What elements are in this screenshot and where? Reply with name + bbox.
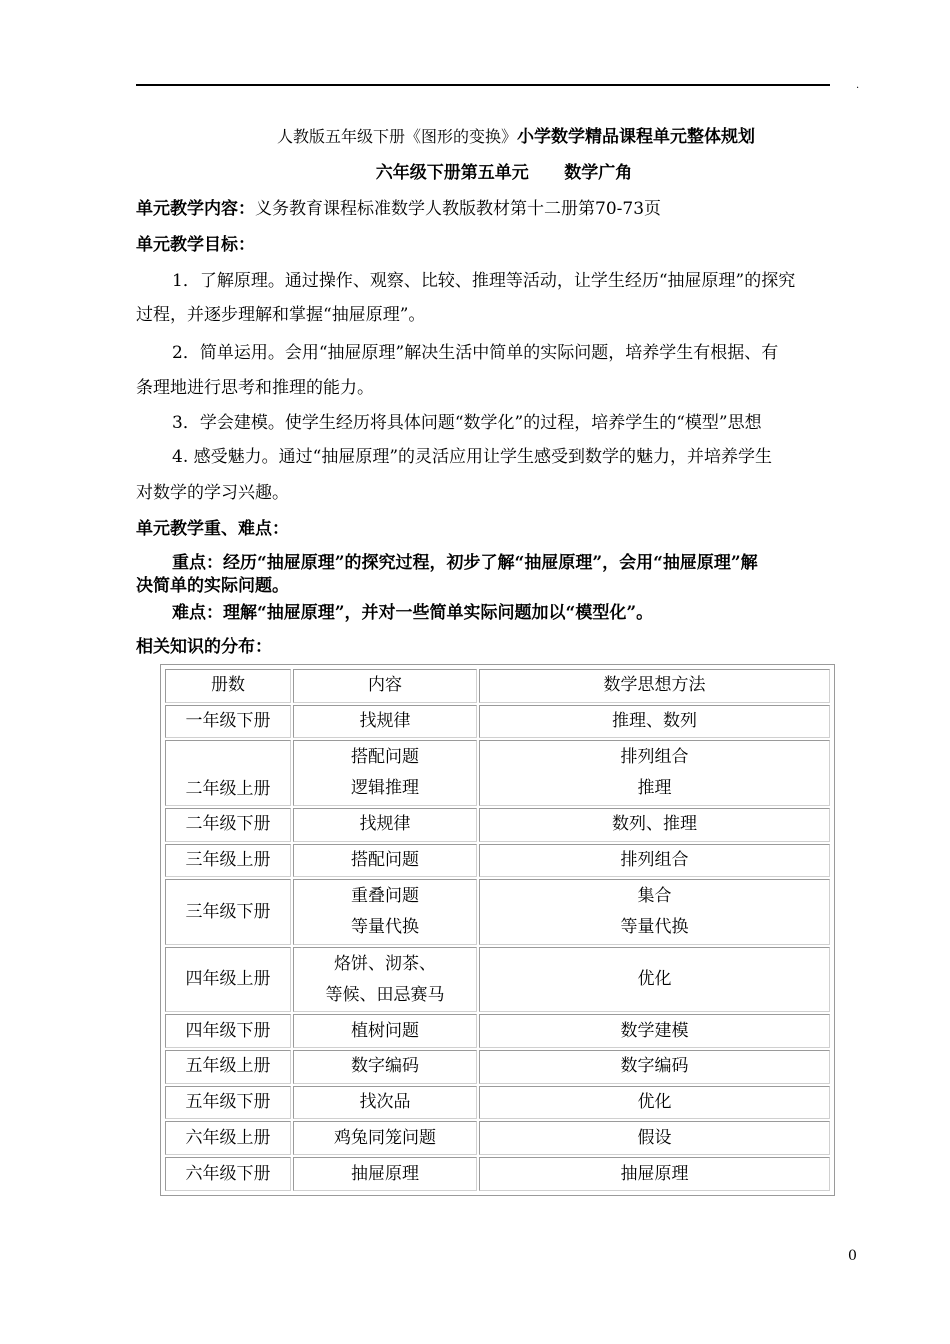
method-text: 等量代换 bbox=[620, 917, 689, 938]
unit-content-text: 义务教育课程标准数学人教版教材第十二册第70-73页 bbox=[255, 199, 662, 219]
grade-cell: 三年级上册 bbox=[165, 844, 291, 878]
table-row bbox=[165, 947, 830, 1012]
distribution-label: 相关知识的分布： bbox=[136, 637, 272, 657]
grade-cell: 四年级上册 bbox=[165, 947, 291, 1012]
goal-1-line-1: 1．了解原理。通过操作、观察、比较、推理等活动，让学生经历“抽屉原理”的探究 bbox=[172, 271, 796, 291]
method-text: 数列、推理 bbox=[612, 814, 697, 835]
grade-cell: 三年级下册 bbox=[165, 879, 291, 944]
distribution-table bbox=[163, 667, 832, 1193]
grade-cell: 六年级上册 bbox=[165, 1121, 291, 1155]
method-text: 数字编码 bbox=[620, 1056, 689, 1077]
method-text: 抽屉原理 bbox=[620, 1163, 689, 1184]
unit-content-label: 单元教学内容： bbox=[136, 199, 255, 219]
content-cell bbox=[293, 1050, 477, 1084]
table-row bbox=[165, 1050, 830, 1084]
table-row bbox=[165, 1121, 830, 1155]
method-cell bbox=[479, 705, 830, 739]
document-title bbox=[136, 124, 896, 150]
table-row bbox=[165, 808, 830, 842]
header-grade: 册数 bbox=[165, 669, 291, 703]
table-header-row bbox=[165, 669, 830, 703]
content-text: 找次品 bbox=[359, 1092, 411, 1113]
knowledge-distribution-table bbox=[160, 664, 835, 1196]
table-row bbox=[165, 879, 830, 944]
header-rule bbox=[136, 84, 830, 86]
content-cell bbox=[293, 1157, 477, 1191]
goal-2-line-1: 2．简单运用。会用“抽屉原理”解决生活中简单的实际问题，培养学生有根据、有 bbox=[172, 343, 779, 363]
grade-cell: 一年级下册 bbox=[165, 705, 291, 739]
unit-goals-label: 单元教学目标： bbox=[136, 235, 255, 255]
method-text: 排列组合 bbox=[620, 747, 689, 768]
difficult-point: 难点：理解“抽屉原理”，并对一些简单实际问题加以“模型化”。 bbox=[172, 603, 654, 623]
grade-cell: 二年级上册 bbox=[165, 740, 291, 805]
keypoints-label: 单元教学重、难点： bbox=[136, 519, 289, 539]
content-text: 数字编码 bbox=[351, 1056, 419, 1077]
method-cell bbox=[479, 1157, 830, 1191]
content-cell bbox=[293, 1121, 477, 1155]
method-cell bbox=[479, 1014, 830, 1048]
content-text: 植树问题 bbox=[351, 1020, 419, 1041]
grade-cell: 五年级下册 bbox=[165, 1086, 291, 1120]
table-row bbox=[165, 844, 830, 878]
method-cell bbox=[479, 740, 830, 805]
method-text: 集合 bbox=[637, 886, 672, 907]
document-subtitle: 六年级下册第五单元 数学广角 bbox=[375, 163, 633, 183]
grade-cell: 四年级下册 bbox=[165, 1014, 291, 1048]
content-text: 重叠问题 bbox=[351, 886, 419, 907]
table-row bbox=[165, 1157, 830, 1191]
goal-1-line-2: 过程，并逐步理解和掌握“抽屉原理”。 bbox=[136, 305, 426, 325]
method-cell bbox=[479, 1121, 830, 1155]
content-text: 等候、田忌赛马 bbox=[325, 984, 445, 1005]
goal-4-line-2: 对数学的学习兴趣。 bbox=[136, 483, 289, 503]
method-text: 推理 bbox=[637, 778, 672, 799]
goal-2-line-2: 条理地进行思考和推理的能力。 bbox=[136, 378, 374, 398]
content-text: 等量代换 bbox=[351, 917, 419, 938]
method-cell bbox=[479, 844, 830, 878]
content-cell bbox=[293, 1014, 477, 1048]
content-cell bbox=[293, 740, 477, 805]
content-cell bbox=[293, 844, 477, 878]
content-cell bbox=[293, 705, 477, 739]
method-cell bbox=[479, 808, 830, 842]
key-point-line-1: 重点：经历“抽屉原理”的探究过程，初步了解“抽屉原理”，会用“抽屉原理”解 bbox=[172, 553, 758, 573]
title-main: 小学数学精品课程单元整体规划 bbox=[517, 127, 755, 147]
content-cell bbox=[293, 808, 477, 842]
table-row bbox=[165, 740, 830, 805]
method-text: 排列组合 bbox=[620, 850, 689, 870]
content-text: 逻辑推理 bbox=[351, 778, 419, 799]
content-text: 搭配问题 bbox=[351, 850, 419, 870]
goal-3-line-1: 3．学会建模。使学生经历将具体问题“数学化”的过程，培养学生的“模型”思想 bbox=[172, 413, 762, 433]
header-method: 数学思想方法 bbox=[479, 669, 830, 703]
content-cell bbox=[293, 879, 477, 944]
method-cell bbox=[479, 947, 830, 1012]
grade-cell: 六年级下册 bbox=[165, 1157, 291, 1191]
grade-cell: 五年级上册 bbox=[165, 1050, 291, 1084]
content-text: 烙饼、沏茶、 bbox=[334, 953, 436, 974]
header-content: 内容 bbox=[293, 669, 477, 703]
grade-cell: 二年级下册 bbox=[165, 808, 291, 842]
method-text: 数学建模 bbox=[620, 1020, 689, 1041]
method-cell bbox=[479, 879, 830, 944]
content-text: 找规律 bbox=[359, 711, 411, 732]
table-row bbox=[165, 705, 830, 739]
title-prefix: 人教版五年级下册《图形的变换》 bbox=[276, 127, 517, 146]
content-text: 找规律 bbox=[359, 814, 411, 835]
content-text: 抽屉原理 bbox=[351, 1163, 419, 1184]
key-point-line-2: 决简单的实际问题。 bbox=[136, 576, 289, 596]
method-text: 优化 bbox=[637, 1092, 672, 1113]
unit-content bbox=[136, 196, 860, 222]
method-cell bbox=[479, 1086, 830, 1120]
content-cell bbox=[293, 947, 477, 1012]
table-row bbox=[165, 1086, 830, 1120]
content-cell bbox=[293, 1086, 477, 1120]
page-number: 0 bbox=[848, 1248, 857, 1264]
method-text: 优化 bbox=[637, 969, 672, 990]
goal-4-line-1: 4. 感受魅力。通过“抽屉原理”的灵活应用让学生感受到数学的魅力，并培养学生 bbox=[172, 447, 773, 467]
content-text: 搭配问题 bbox=[351, 747, 419, 768]
method-text: 推理、数列 bbox=[612, 711, 697, 732]
content-text: 鸡兔同笼问题 bbox=[334, 1127, 436, 1148]
method-text: 假设 bbox=[637, 1127, 672, 1148]
method-cell bbox=[479, 1050, 830, 1084]
table-row bbox=[165, 1014, 830, 1048]
header-dot: . bbox=[856, 80, 860, 91]
